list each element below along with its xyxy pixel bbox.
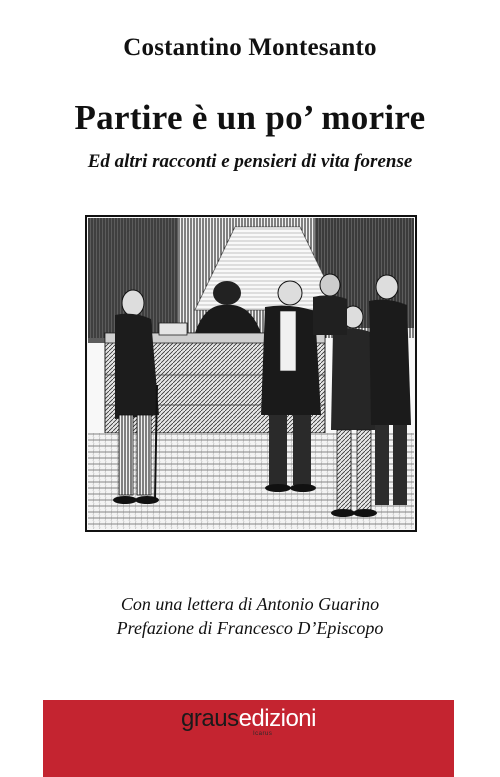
book-subtitle: Ed altri racconti e pensieri di vita forense [87, 151, 413, 172]
logo-graus: graus [181, 705, 239, 732]
credit-letter: Con una lettera di Antonio Guarino [120, 594, 380, 614]
book-title: Partire è un po’ morire [74, 98, 426, 137]
publisher-band [43, 700, 454, 777]
courtroom-engraving-icon [85, 215, 417, 532]
logo-subtext: Icarus [253, 731, 273, 737]
credit-preface: Prefazione di Francesco D’Episcopo [116, 618, 384, 638]
logo-edizioni: edizioni [238, 705, 316, 732]
credits [0, 592, 500, 640]
author-name: Costantino Montesanto [123, 34, 377, 61]
publisher-logo [43, 706, 454, 732]
